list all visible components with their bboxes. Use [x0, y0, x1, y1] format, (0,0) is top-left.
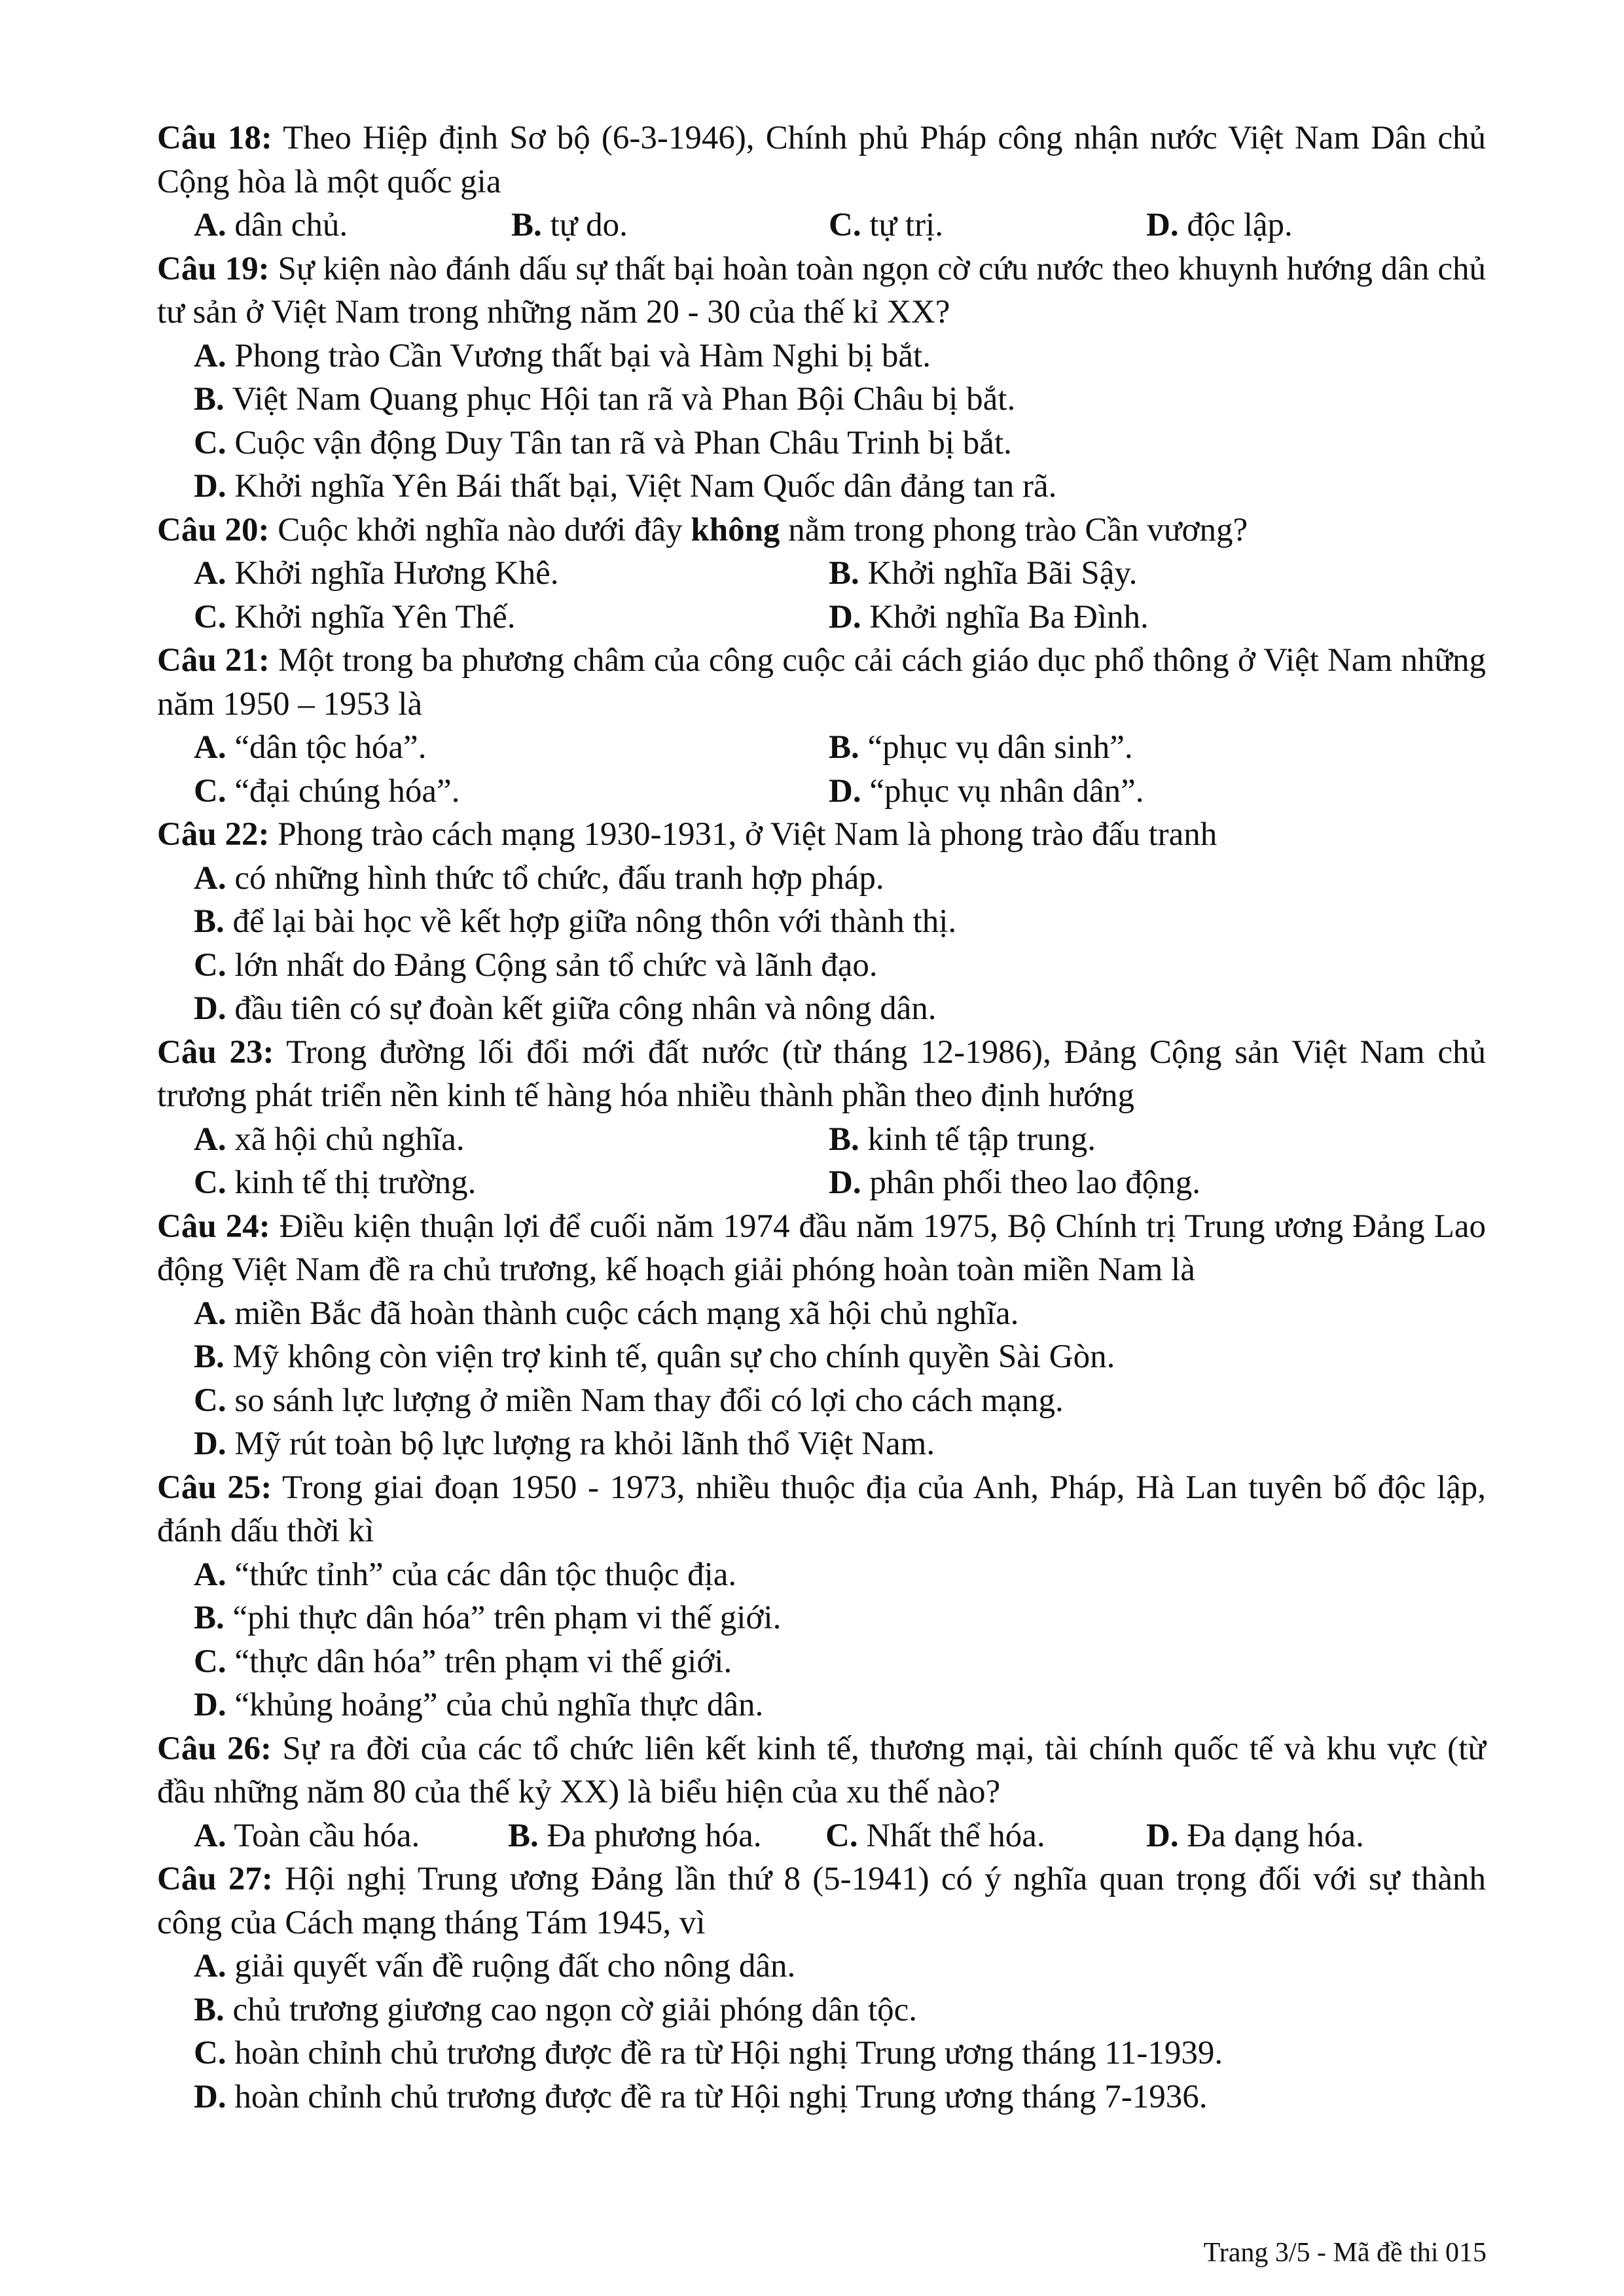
option-a: A. dân chủ. — [194, 207, 348, 243]
question-stem — [157, 639, 1486, 726]
option-b: B. Đa phương hóa. — [508, 1817, 762, 1854]
options-row — [157, 1161, 1486, 1205]
question-label: Câu 27: — [157, 1861, 273, 1897]
option-c: C. hoàn chỉnh chủ trương được đề ra từ Hội nghị Trung ương tháng 11-1939. — [194, 2035, 1223, 2072]
page-footer: Trang 3/5 - Mã đề thi 015 — [1203, 2238, 1487, 2268]
option-d: D. Mỹ rút toàn bộ lực lượng ra khỏi lãnh thổ Việt Nam. — [194, 1426, 935, 1462]
question-text: Điều kiện thuận lợi để cuối năm 1974 đầu năm 1975, Bộ Chính trị Trung ương Đảng Lao động Việt Nam đề ra chủ trương, kế hoạch giải phóng hoàn toàn miền Nam là — [157, 1208, 1486, 1288]
options-row — [157, 596, 1486, 639]
question-24 — [157, 1205, 1486, 1466]
question-25 — [157, 1466, 1486, 1727]
question-stem — [157, 1205, 1486, 1292]
question-19 — [157, 247, 1486, 509]
question-label: Câu 24: — [157, 1208, 270, 1245]
option-a: A. giải quyết vấn đề ruộng đất cho nông dân. — [194, 1948, 796, 1984]
option-b: B. “phi thực dân hóa” trên phạm vi thế giới. — [194, 1600, 782, 1636]
option-a: A. Toàn cầu hóa. — [194, 1817, 420, 1854]
option-c: C. lớn nhất do Đảng Cộng sản tổ chức và lãnh đạo. — [194, 946, 878, 984]
question-label: Câu 25: — [157, 1469, 272, 1506]
option-d: D. Khởi nghĩa Yên Bái thất bại, Việt Nam Quốc dân đảng tan rã. — [194, 468, 1057, 505]
option-a: A. có những hình thức tổ chức, đấu tranh hợp pháp. — [194, 859, 884, 897]
option-d: D. “khủng hoảng” của chủ nghĩa thực dân. — [194, 1687, 764, 1723]
question-text: Phong trào cách mạng 1930-1931, ở Việt Nam là phong trào đấu tranh — [269, 816, 1218, 853]
options-row — [157, 770, 1486, 814]
option-b: B. Mỹ không còn viện trợ kinh tế, quân sự cho chính quyền Sài Gòn. — [194, 1338, 1115, 1375]
option-c: C. Khởi nghĩa Yên Thế. — [194, 598, 516, 636]
option-c: C. Cuộc vận động Duy Tân tan rã và Phan Châu Trinh bị bắt. — [194, 424, 1012, 461]
option-b: B. tự do. — [511, 207, 628, 243]
question-stem — [157, 813, 1486, 857]
question-stem — [157, 1857, 1486, 1945]
question-stem — [157, 117, 1486, 204]
question-27 — [157, 1857, 1486, 2119]
emphasis-word: không — [691, 511, 780, 548]
option-b: B. chủ trương giương cao ngọn cờ giải phóng dân tộc. — [194, 1991, 918, 2028]
option-d: D. Đa dạng hóa. — [1146, 1817, 1364, 1854]
question-20 — [157, 509, 1486, 639]
option-b: B. Việt Nam Quang phục Hội tan rã và Phan Bội Châu bị bắt. — [194, 381, 1016, 418]
options-row — [157, 1814, 1486, 1858]
question-text: Sự ra đời của các tổ chức liên kết kinh tế, thương mại, tài chính quốc tế và khu vực (từ đầu những năm 80 của thế kỷ XX) là biểu hiện của xu thế nào? — [157, 1730, 1486, 1810]
option-c: C. so sánh lực lượng ở miền Nam thay đổi có lợi cho cách mạng. — [194, 1382, 1064, 1419]
option-a: A. xã hội chủ nghĩa. — [194, 1121, 465, 1158]
question-label: Câu 26: — [157, 1730, 272, 1767]
option-d: D. “phục vụ nhân dân”. — [829, 772, 1144, 810]
option-c: C. “thực dân hóa” trên phạm vi thế giới. — [194, 1643, 732, 1680]
option-b: B. kinh tế tập trung. — [829, 1121, 1096, 1158]
question-stem: Câu 20: Cuộc khởi nghĩa nào dưới đây không nằm trong phong trào Cần vương? — [157, 511, 1248, 548]
option-c: C. tự trị. — [829, 207, 943, 243]
option-b: B. “phục vụ dân sinh”. — [829, 729, 1133, 766]
option-d: D. phân phối theo lao động. — [829, 1164, 1201, 1201]
option-c: C. “đại chúng hóa”. — [194, 772, 460, 810]
options-row — [157, 204, 1486, 247]
question-text: Trong đường lối đổi mới đất nước (từ tháng 12-1986), Đảng Cộng sản Việt Nam chủ trương phát triển nền kinh tế hàng hóa nhiều thành phần theo định hướng — [157, 1033, 1486, 1114]
options-row — [157, 1118, 1486, 1162]
question-label: Câu 23: — [157, 1033, 274, 1071]
question-text: Trong giai đoạn 1950 - 1973, nhiều thuộc địa của Anh, Pháp, Hà Lan tuyên bố độc lập, đánh dấu thời kì — [157, 1469, 1486, 1549]
question-stem — [157, 1727, 1486, 1814]
question-label: Câu 19: — [157, 250, 270, 287]
option-a: A. “dân tộc hóa”. — [194, 729, 427, 766]
option-d: D. độc lập. — [1146, 207, 1293, 243]
question-label: Câu 20: — [157, 511, 270, 548]
option-a: A. Khởi nghĩa Hương Khê. — [194, 555, 559, 592]
option-c: C. kinh tế thị trường. — [194, 1164, 477, 1201]
question-text: Theo Hiệp định Sơ bộ (6-3-1946), Chính phủ Pháp công nhận nước Việt Nam Dân chủ Cộng hòa là một quốc gia — [157, 120, 1486, 200]
question-text: Sự kiện nào đánh dấu sự thất bại hoàn toàn ngọn cờ cứu nước theo khuynh hướng dân chủ tư sản ở Việt Nam trong những năm 20 - 30 của thế kỉ XX? — [157, 250, 1486, 331]
option-b: B. Khởi nghĩa Bãi Sậy. — [829, 555, 1138, 592]
option-d: D. Khởi nghĩa Ba Đình. — [829, 598, 1149, 636]
option-d: D. hoàn chỉnh chủ trương được đề ra từ Hội nghị Trung ương tháng 7-1936. — [194, 2078, 1208, 2115]
question-21 — [157, 639, 1486, 813]
options-row — [157, 552, 1486, 596]
options-row — [157, 726, 1486, 770]
question-label: Câu 22: — [157, 816, 270, 853]
option-a: A. miền Bắc đã hoàn thành cuộc cách mạng xã hội chủ nghĩa. — [194, 1295, 1019, 1332]
question-text: Một trong ba phương châm của công cuộc cải cách giáo dục phổ thông ở Việt Nam những năm 1950 – 1953 là — [157, 642, 1486, 723]
question-label: Câu 21: — [157, 642, 270, 679]
option-a: A. “thức tỉnh” của các dân tộc thuộc địa. — [194, 1556, 737, 1593]
question-stem — [157, 1031, 1486, 1118]
question-22 — [157, 813, 1486, 1031]
option-a: A. Phong trào Cần Vương thất bại và Hàm Nghi bị bắt. — [194, 337, 931, 374]
option-d: D. đầu tiên có sự đoàn kết giữa công nhân và nông dân. — [194, 990, 937, 1027]
question-stem — [157, 247, 1486, 334]
question-23 — [157, 1031, 1486, 1205]
exam-page — [157, 117, 1486, 2119]
question-stem — [157, 1466, 1486, 1553]
question-label: Câu 18: — [157, 120, 272, 156]
question-26 — [157, 1727, 1486, 1858]
question-text: Hội nghị Trung ương Đảng lần thứ 8 (5-1941) có ý nghĩa quan trọng đối với sự thành công của Cách mạng tháng Tám 1945, vì — [157, 1861, 1486, 1941]
question-18 — [157, 117, 1486, 247]
option-b: B. để lại bài học về kết hợp giữa nông thôn với thành thị. — [194, 903, 957, 940]
option-c: C. Nhất thể hóa. — [825, 1817, 1045, 1854]
